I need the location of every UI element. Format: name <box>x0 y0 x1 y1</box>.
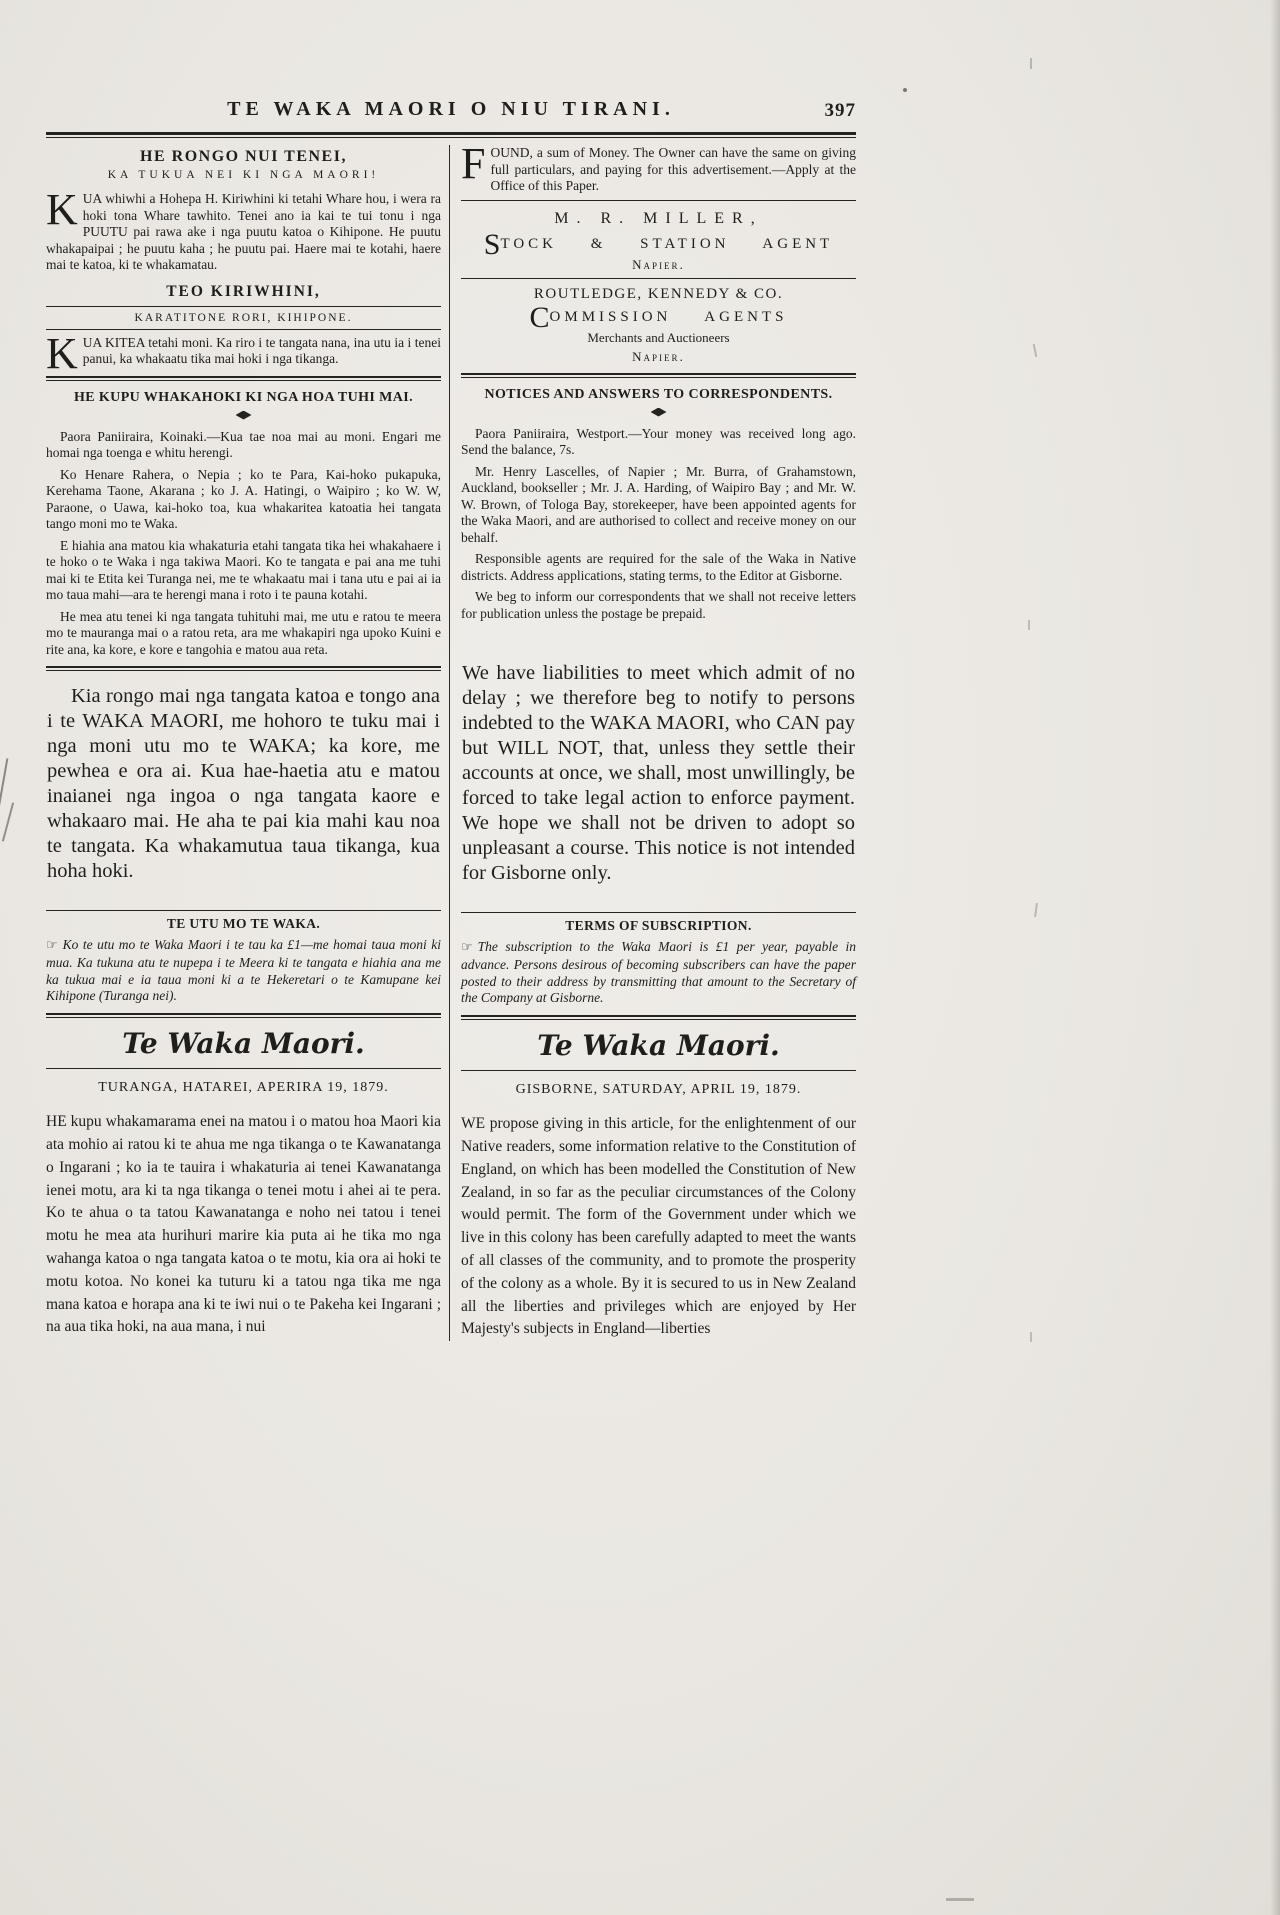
notices-heading: NOTICES AND ANSWERS TO CORRESPONDENTS. <box>484 386 833 402</box>
signature-rule <box>46 306 441 307</box>
drop-cap-f: F <box>461 139 486 188</box>
spacer <box>461 897 856 907</box>
notices-paragraph: Mr. Henry Lascelles, of Napier ; Mr. Burra, of Grahamstown, Auckland, bookseller ; Mr. J. A. Harding, of Waipiro Bay ; and Mr. W. W. Brown, of Tologa Bay, storekeeper, have been appointed agents for the Waka Maori, and are authorised to collect and receive money on our behalf. <box>461 463 856 545</box>
replies-paragraph: He mea atu tenei ki nga tangata tuhituhi mai, me utu e ratou te meera mo te mauranga mai o a ratou reta, ara me whakapiri nga upoko Kuini e rite ana, ka kore, e kore e tangohia e matou aua reta. <box>46 608 441 657</box>
replies-paragraph: Ko Henare Rahera, o Nepia ; ko te Para, Kai-hoko pukapuka, Kerehama Taone, Akarana ; ko J. A. Hatingi, o Waipiro ; ko W. W, Paraone, o Uawa, kai-hoko toa, kua whakaritea katoatia hei tangata tango moni mo te Waka. <box>46 466 441 531</box>
section-rule <box>461 912 856 913</box>
leader-article-english: WE propose giving in this article, for the enlightenment of our Native readers, some information relative to the Constitution of England, on which has been modelled the Constitution of New Zealand, in so far as the peculiar circumstances of the Colony would permit. The form of the Government under which we live in this colony has been carefully adapted to meet the wants of all classes of the community, and to promote the prosperity of the colony as a whole. By it is secured to us in New Zealand all the liberties and privileges which are enjoyed by Her Majesty's subjects in England—liberties <box>461 1115 856 1338</box>
advertiser-line <box>461 300 856 334</box>
pointing-hand-icon: ☞ <box>461 940 473 955</box>
drop-cap-k: K <box>46 328 78 378</box>
diamond-ornament <box>236 411 252 420</box>
section-rule <box>461 200 856 201</box>
masthead-title: Te Waka Maori. <box>537 1029 780 1063</box>
advertiser-place: Napier. <box>632 348 685 364</box>
masthead-rule-top <box>46 1013 441 1018</box>
scan-artifact <box>1030 58 1032 69</box>
scan-artifact <box>946 1898 974 1901</box>
scan-artifact <box>903 88 907 92</box>
notices-paragraph: We beg to inform our correspondents that we shall not receive letters for publication unless the postage be prepaid. <box>461 589 856 621</box>
advertiser-line-text: TOCK & STATION AGENT <box>500 235 834 252</box>
drop-cap-k: K <box>46 185 78 234</box>
found-notice-body <box>461 139 856 195</box>
drop-cap-c: C <box>529 300 550 334</box>
masthead-rule-top <box>461 1015 856 1020</box>
routledge-advertisement <box>461 286 856 365</box>
advertiser-line-text: OMMISSION AGENTS <box>549 308 788 325</box>
advertiser-name: M. R. MILLER, <box>554 209 763 227</box>
scan-artifact <box>1030 1332 1032 1342</box>
utu-text: Ko te utu mo te Waka Maori i te tau ka £1—me homai taua moni ki mua. Ka tukuna atu te nupepa i te Meera ki te tangata e hiahia ana me ka tukua mai e ia taua moni ki a te Hekeretari o te Kamupane kei Kihipone (Turanga nei). <box>46 937 441 1004</box>
advertiser-subline: Merchants and Auctioneers <box>587 329 730 345</box>
replies-paragraph: E hiahia ana matou kia whakaturia etahi tangata tika hei whakahaere i te hoko o te Waka i nga takiwa Maori. Ko te tangata e pai ana me tuhi mai ki te Etita kei Turanga nei, me te whakaatu mai i tana utu e pai ai ia mo taua mahi—ara te herengi mana i roto i te pauna kotahi. <box>46 537 441 602</box>
terms-text: The subscription to the Waka Maori is £1 per year, payable in advance. Persons desirous of becoming subscribers can have the paper posted to their address by transmitting that amount to the Secretary of the Company at Gisborne. <box>461 939 856 1006</box>
section-rule-double <box>46 666 441 671</box>
money-notice-body <box>46 328 441 378</box>
scan-artifact <box>0 758 8 819</box>
appeal-paragraph-english: We have liabilities to meet which admit of no delay ; we therefore beg to notify to persons indebted to the WAKA MAORI, who CAN pay but WILL NOT, that, unless they settle their accounts at once, we shall, most unwillingly, be forced to take legal action to enforce payment. We hope we shall not be driven to adopt so unpleasant a course. This notice is not intended for Gisborne only. <box>462 662 855 884</box>
spacer <box>46 895 441 905</box>
left-column <box>46 145 441 1341</box>
appeal-paragraph-maori: Kia rongo mai nga tangata katoa e tongo ana i te WAKA MAORI, me hohoro te tuku mai i nga moni utu mo te WAKA; ka kore, me pewhea e ora ai. Kua hae-haetia atu e matou inaianei nga ingoa o nga tangata kaore e whakaaro mai. He aha te pai kia mahi kau noa te tangata. Ka whakamutua taua tikanga, kua hoha hoki. <box>47 685 440 882</box>
page-number: 397 <box>824 100 856 121</box>
house-notice-subheading: KA TUKUA NEI KI NGA MAORI! <box>107 169 380 181</box>
house-notice-body <box>46 185 441 274</box>
section-rule-double <box>461 373 856 378</box>
print-area <box>46 98 856 1341</box>
money-notice-text: UA KITEA tetahi moni. Ka riro i te tangata nana, ina utu ia i tenei panui, ka whakaatu tika mai hoki i nga tikanga. <box>82 334 441 366</box>
section-rule <box>46 910 441 911</box>
scan-artifact <box>1028 620 1030 630</box>
header-rule <box>46 132 856 138</box>
column-divider <box>449 145 450 1341</box>
diamond-ornament <box>651 408 667 417</box>
masthead-rule-bottom <box>461 1070 856 1071</box>
section-rule-double <box>46 376 441 381</box>
advertiser-place: Napier. <box>632 256 685 272</box>
house-notice-text: UA whiwhi a Hohepa H. Kiriwhini ki tetahi Whare hou, i wera ra hoki tona Whare tawhito. Tenei ano ia kai te tui tonu i nga PUUTU pai rawa ake i nga puutu katoa o Kihipone. He puutu whakapaipai ; he puutu kaha ; he puutu pai. Haere mai te kotahi, haere mai te katoa, ki te whakamatau. <box>46 191 441 272</box>
pointing-hand-icon: ☞ <box>46 938 58 953</box>
section-rule <box>461 278 856 279</box>
advertiser-name: ROUTLEDGE, KENNEDY & CO. <box>533 285 784 302</box>
scan-artifact <box>1034 903 1038 917</box>
advertiser-line <box>461 227 856 261</box>
notices-paragraph: Paora Paniiraira, Westport.—Your money was received long ago. Send the balance, 7s. <box>461 425 856 457</box>
house-notice-heading: HE RONGO NUI TENEI, <box>140 148 347 165</box>
dateline: GISBORNE, SATURDAY, APRIL 19, 1879. <box>515 1082 802 1098</box>
masthead-rule-bottom <box>46 1068 441 1069</box>
scan-artifact <box>1033 344 1038 357</box>
miller-advertisement <box>461 210 856 273</box>
replies-paragraph: Paora Paniiraira, Koinaki.—Kua tae noa mai au moni. Engari me homai nga toenga e whitu herengi. <box>46 428 441 460</box>
utu-heading: TE UTU MO TE WAKA. <box>166 916 321 931</box>
right-column <box>461 139 856 1341</box>
newspaper-title: TE WAKA MAORI O NIU TIRANI. <box>227 98 675 120</box>
leader-article-maori: HE kupu whakamarama enei na matou i o matou hoa Maori kia ata mohio ai ratou ki te ahua me nga tikanga o te Kawanatanga o Ingarani ; ko ia te tauira i whakaturia ai tenei Kawanatanga ienei motu, ara ki ta nga tikanga o tenei motu i ahei ai te pera. Ko te ahua o ta tatou Kawanatanga e noho nei tatou i tenei motu he mea ata hurihuri marire kia puta ai he tika mo nga wahanga katoa o nga tangata katoa o te motu, kia ora ai hoki te motu kotoa. No konei ka tuturu ki a tatou nga tika me nga mana katoa e horapa ana ki te iwi nui o te Pakeha kei Ingarani ; na aua tika hoki, na aua mana, i nui <box>46 1113 441 1336</box>
columns <box>46 139 856 1341</box>
signature-name: TEO KIRIWHINI, <box>166 282 321 300</box>
scan-artifact <box>2 802 14 841</box>
notices-paragraph: Responsible agents are required for the sale of the Waka in Native districts. Address applications, stating terms, to the Editor at Gisborne. <box>461 551 856 583</box>
spacer <box>461 622 856 648</box>
utu-body <box>46 937 441 1005</box>
found-notice-text: OUND, a sum of Money. The Owner can have the same on giving full particulars, and paying for this advertisement.—Apply at the Office of this Paper. <box>490 145 856 193</box>
section-rule <box>46 329 441 330</box>
drop-cap-s: S <box>483 227 501 261</box>
page-header <box>46 98 856 130</box>
signature-role: KARATITONE RORI, KIHIPONE. <box>134 311 353 324</box>
terms-body <box>461 939 856 1007</box>
masthead-title: Te Waka Maori. <box>122 1027 365 1061</box>
scan-edge-shade <box>1270 0 1280 1915</box>
terms-heading: TERMS OF SUBSCRIPTION. <box>565 918 752 933</box>
replies-heading: HE KUPU WHAKAHOKI KI NGA HOA TUHI MAI. <box>73 389 414 405</box>
dateline: TURANGA, HATAREI, APERIRA 19, 1879. <box>98 1080 389 1096</box>
